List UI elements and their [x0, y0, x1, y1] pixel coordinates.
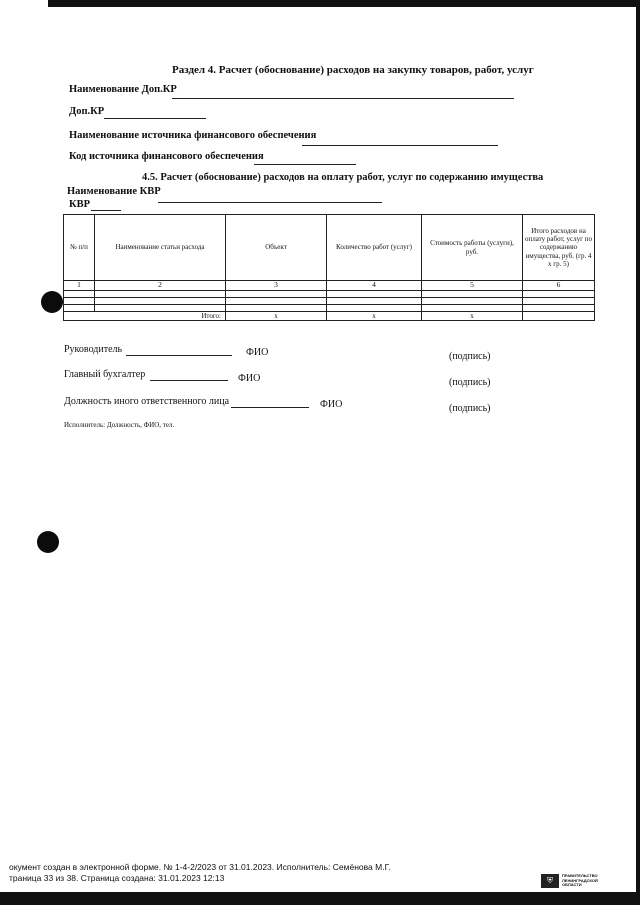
kvr-name-line	[158, 202, 382, 203]
header-cell: Итого расходов на оплату работ, услуг по содержанию имущества, руб. (гр. 4 х гр. 5)	[523, 215, 595, 281]
table-row	[64, 305, 595, 312]
total-x-mark: х	[226, 312, 327, 321]
chief-accountant-label: Главный бухгалтер	[64, 369, 146, 380]
empty-cell	[523, 305, 595, 312]
empty-cell	[95, 291, 226, 298]
dop-kr-line	[104, 118, 206, 119]
executor-line: Исполнитель: Должность, ФИО, тел.	[64, 421, 175, 429]
empty-cell	[422, 291, 523, 298]
punch-hole-lower	[37, 531, 59, 553]
table-header-row	[64, 215, 595, 281]
expense-table	[63, 214, 595, 321]
column-number: 2	[95, 281, 226, 291]
empty-cell	[327, 298, 422, 305]
empty-cell	[523, 312, 595, 321]
empty-cell	[523, 291, 595, 298]
total-label: Итого:	[64, 312, 226, 321]
column-number: 4	[327, 281, 422, 291]
scan-edge-right	[636, 0, 640, 905]
scan-edge-top	[48, 0, 640, 7]
empty-cell	[226, 305, 327, 312]
kvr-line	[91, 210, 121, 211]
header-cell: Наименование статьи расхода	[95, 215, 226, 281]
empty-cell	[327, 291, 422, 298]
other-person-fio: ФИО	[320, 399, 343, 410]
fin-source-name-line	[302, 145, 498, 146]
empty-cell	[64, 305, 95, 312]
table-total-row	[64, 312, 595, 321]
government-logo-icon: ⛨	[541, 874, 559, 888]
empty-cell	[327, 305, 422, 312]
head-signature-caption: (подпись)	[449, 351, 491, 362]
scan-edge-bottom	[0, 892, 640, 905]
total-x-mark: х	[327, 312, 422, 321]
fin-source-code-label: Код источника финансового обеспечения	[69, 151, 264, 162]
empty-cell	[422, 298, 523, 305]
chief-accountant-signature-line	[150, 380, 228, 381]
empty-cell	[523, 298, 595, 305]
head-fio: ФИО	[246, 347, 269, 358]
column-number: 1	[64, 281, 95, 291]
column-number: 6	[523, 281, 595, 291]
footer-line-1: окумент создан в электронной форме. № 1-4-2/2023 от 31.01.2023. Исполнитель: Семёнова М.Г.	[9, 862, 391, 872]
empty-cell	[64, 291, 95, 298]
fin-source-name-label: Наименование источника финансового обеспечения	[69, 130, 317, 141]
header-cell: Количество работ (услуг)	[327, 215, 422, 281]
other-person-signature-line	[231, 407, 309, 408]
chief-accountant-fio: ФИО	[238, 373, 261, 384]
header-cell: № п/п	[64, 215, 95, 281]
punch-hole-upper	[41, 291, 63, 313]
table-row	[64, 291, 595, 298]
kvr-label: КВР	[69, 199, 91, 210]
head-label: Руководитель	[64, 344, 123, 355]
empty-cell	[226, 298, 327, 305]
empty-cell	[95, 305, 226, 312]
subsection-title: 4.5. Расчет (обоснование) расходов на оплату работ, услуг по содержанию имущества	[142, 172, 544, 183]
header-cell: Стоимость работы (услуги), руб.	[422, 215, 523, 281]
logo-line-2: ЛЕНИНГРАДСКОЙ	[562, 877, 598, 883]
dop-kr-name-label: Наименование Доп.КР	[69, 84, 177, 95]
footer-line-2: траница 33 из 38. Страница создана: 31.01.2023 12:13	[9, 873, 225, 883]
head-signature-line	[126, 355, 232, 356]
section-title: Раздел 4. Расчет (обоснование) расходов на закупку товаров, работ, услуг	[172, 64, 534, 76]
dop-kr-name-line	[172, 98, 514, 99]
column-number: 5	[422, 281, 523, 291]
other-person-signature-caption: (подпись)	[449, 403, 491, 414]
header-cell: Объект	[226, 215, 327, 281]
column-number: 3	[226, 281, 327, 291]
empty-cell	[422, 305, 523, 312]
kvr-name-label: Наименование КВР	[67, 186, 161, 197]
total-x-mark: х	[422, 312, 523, 321]
empty-cell	[226, 291, 327, 298]
government-logo-text	[562, 874, 598, 888]
logo-line-3: ОБЛАСТИ	[562, 882, 582, 887]
dop-kr-label: Доп.КР	[69, 106, 105, 117]
table-number-row	[64, 281, 595, 291]
fin-source-code-line	[254, 164, 356, 165]
empty-cell	[64, 298, 95, 305]
chief-accountant-signature-caption: (подпись)	[449, 377, 491, 388]
other-person-label: Должность иного ответственного лица	[64, 396, 230, 407]
empty-cell	[95, 298, 226, 305]
table-row	[64, 298, 595, 305]
logo-line-1: ПРАВИТЕЛЬСТВО	[562, 873, 598, 878]
